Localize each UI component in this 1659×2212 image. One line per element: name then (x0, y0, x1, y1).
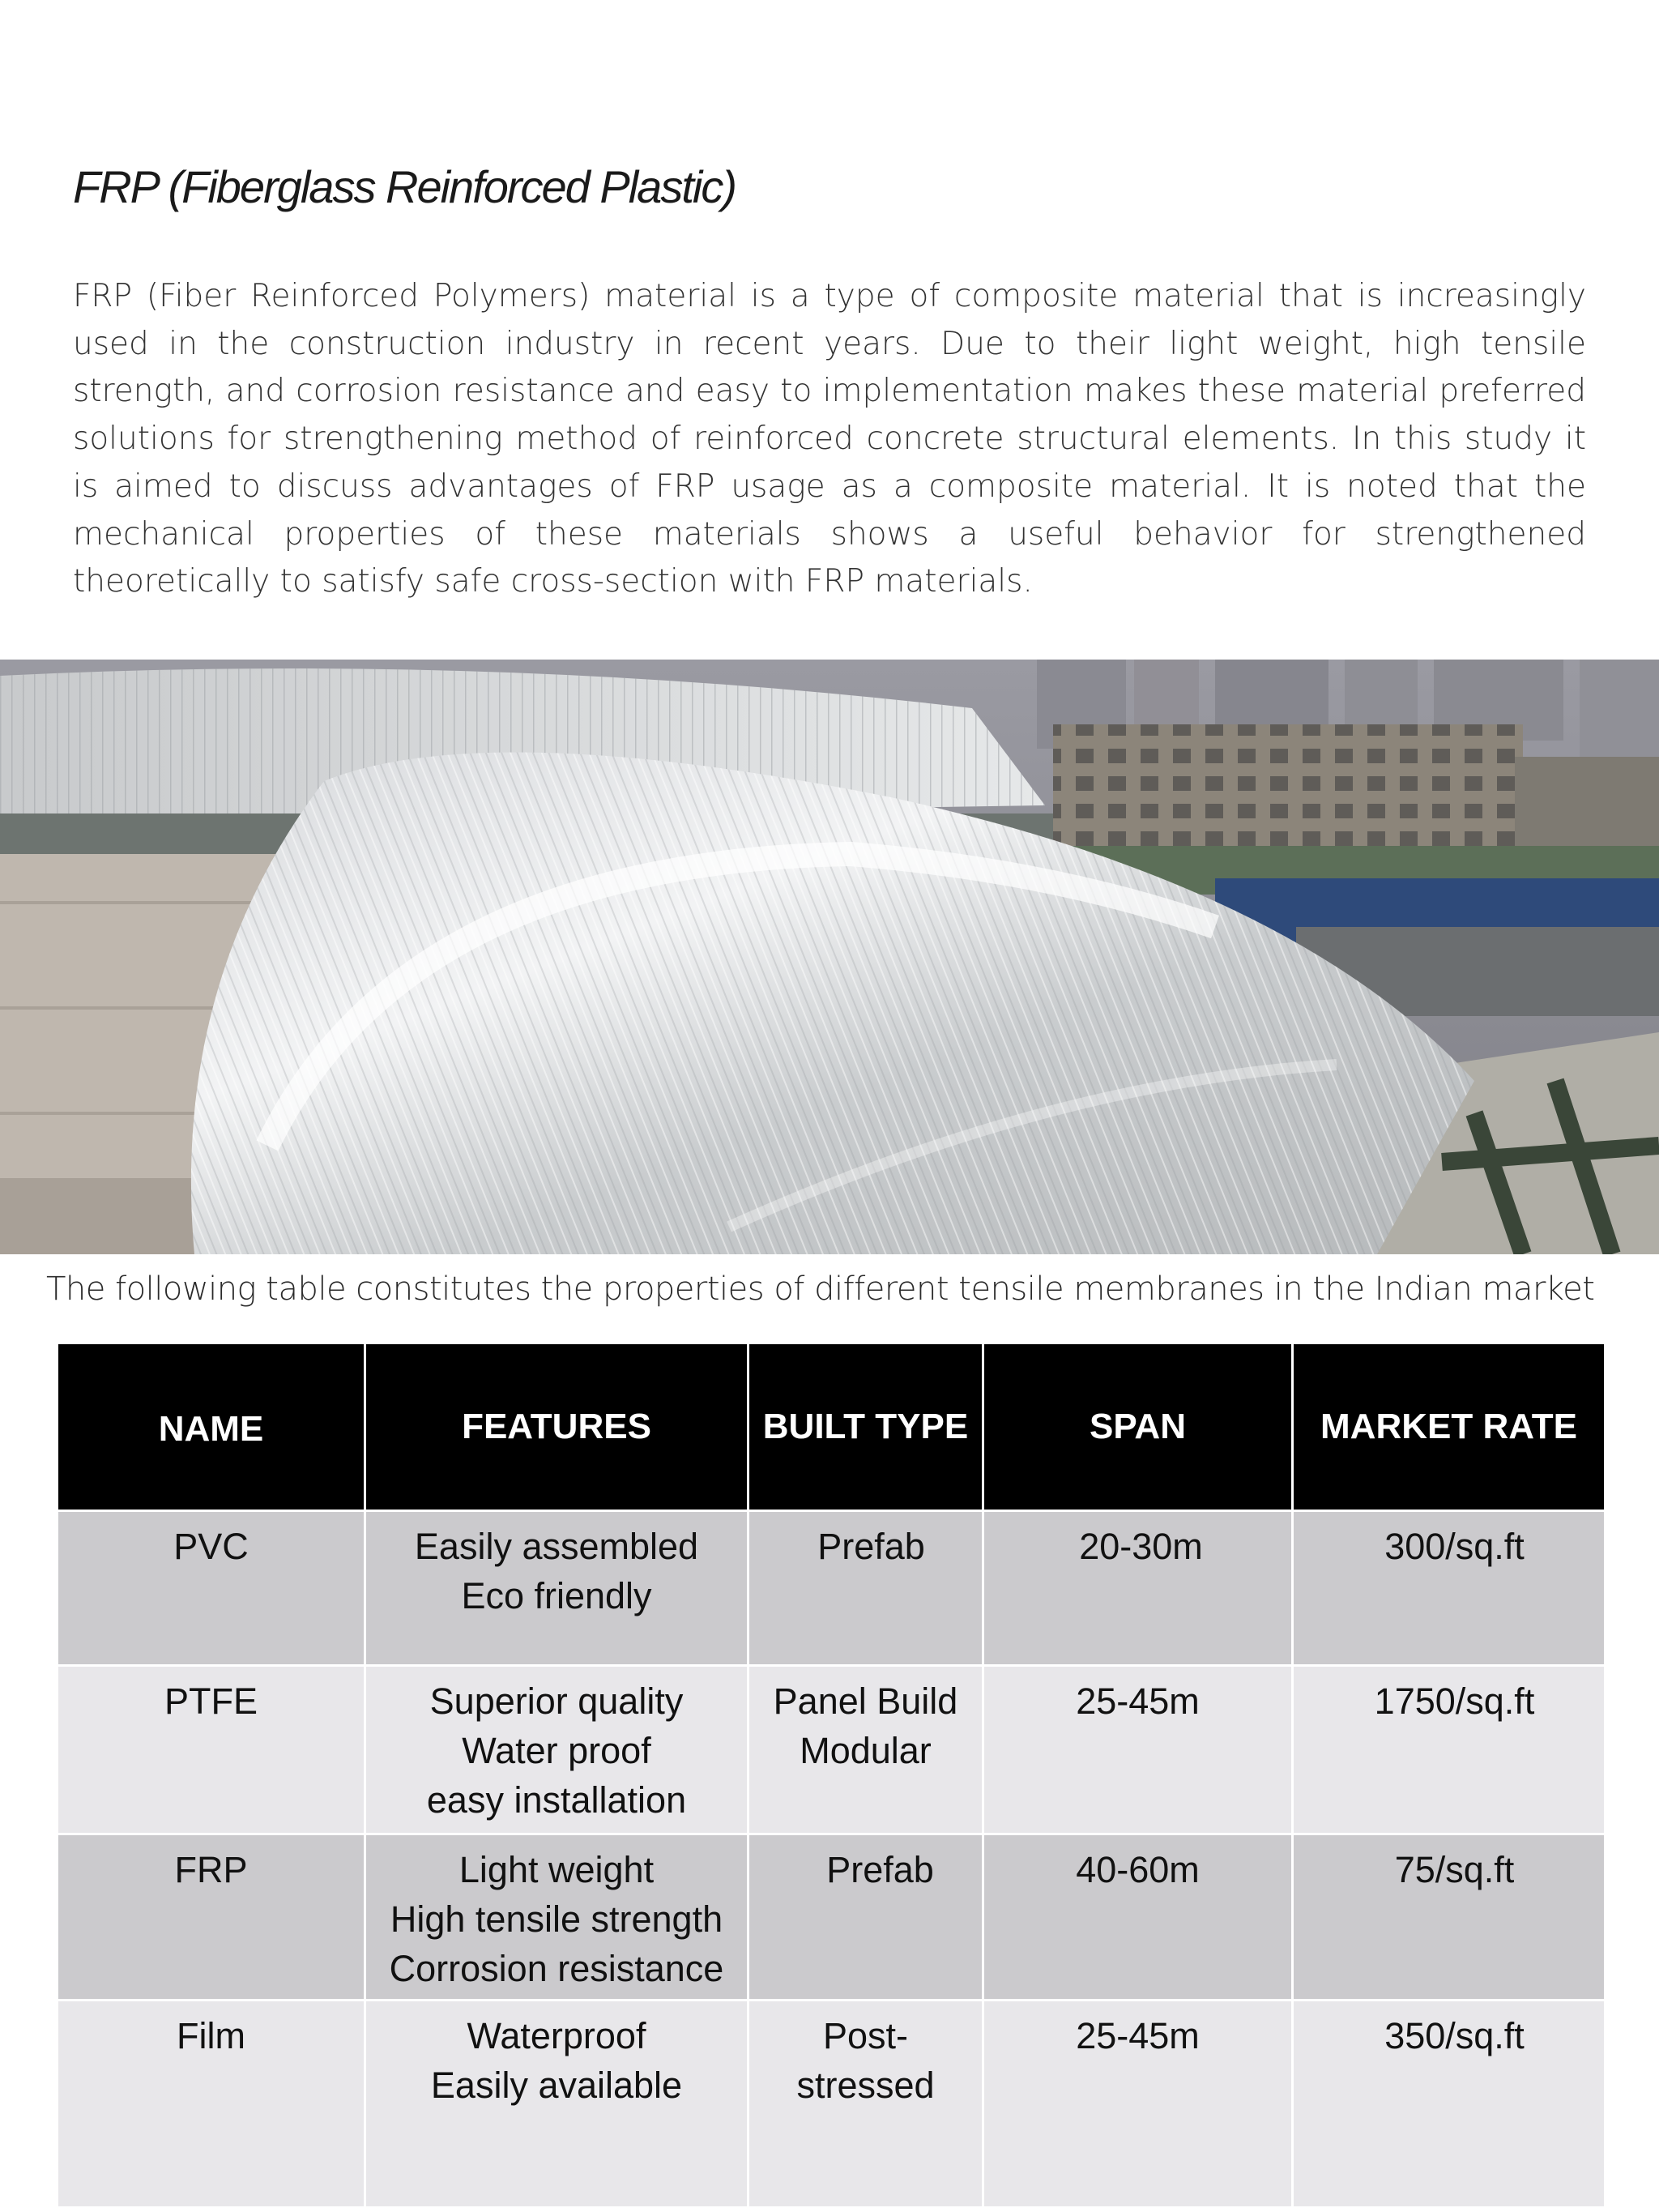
cell-text: 1750/sq.ft (1374, 1680, 1535, 1722)
feature-line: Corrosion resistance (389, 1948, 724, 1989)
table-row (58, 2001, 1606, 2208)
cell-span (983, 2001, 1293, 2208)
cell-span (983, 1666, 1293, 1834)
cell-text: PTFE (164, 1680, 258, 1722)
built-line: Prefab (817, 1526, 925, 1567)
built-line: Prefab (826, 1849, 934, 1890)
cell-built-type (748, 1834, 983, 2001)
cell-name (58, 2001, 365, 2208)
cell-features (365, 2001, 748, 2208)
cell-text: FRP (174, 1849, 248, 1890)
built-line: Modular (800, 1730, 932, 1771)
cell-span (983, 1834, 1293, 2001)
feature-line: easy installation (426, 1779, 687, 1821)
cell-text: 20-30m (1079, 1526, 1203, 1567)
table-row (58, 1834, 1606, 2001)
cell-market-rate (1293, 2001, 1606, 2208)
cell-name (58, 1834, 365, 2001)
cell-market-rate (1293, 1834, 1606, 2001)
cell-text: 350/sq.ft (1384, 2015, 1525, 2056)
table-header-row (58, 1343, 1606, 1511)
cell-text: 25-45m (1076, 2015, 1200, 2056)
built-line: stressed (796, 2065, 935, 2106)
cell-features (365, 1666, 748, 1834)
feature-line: High tensile strength (390, 1898, 723, 1940)
table-row (58, 1666, 1606, 1834)
feature-line: Easily available (430, 2065, 683, 2106)
header-span: SPAN (983, 1343, 1293, 1511)
cell-text: 25-45m (1076, 1680, 1200, 1722)
feature-line: Easily assembled (414, 1526, 699, 1567)
cell-text: Film (177, 2015, 245, 2056)
membrane-properties-table (56, 1342, 1606, 2209)
cell-span (983, 1511, 1293, 1666)
cell-text: 300/sq.ft (1384, 1526, 1525, 1567)
header-name: NAME (58, 1343, 365, 1511)
built-line: Post- (822, 2015, 909, 2056)
cell-name (58, 1666, 365, 1834)
cell-market-rate (1293, 1666, 1606, 1834)
header-built-type: BUILT TYPE (748, 1343, 983, 1511)
table-row (58, 1511, 1606, 1666)
feature-line: Eco friendly (461, 1575, 652, 1616)
feature-line: Waterproof (467, 2015, 646, 2056)
feature-line: Superior quality (429, 1680, 684, 1722)
cell-text: 75/sq.ft (1394, 1849, 1515, 1890)
cell-built-type (748, 2001, 983, 2208)
page-title: FRP (Fiberglass Reinforced Plastic) (73, 161, 736, 212)
built-line: Panel Build (773, 1680, 958, 1722)
cell-built-type (748, 1666, 983, 1834)
cell-text: 40-60m (1076, 1849, 1200, 1890)
cell-features (365, 1834, 748, 2001)
header-market-rate: MARKET RATE (1293, 1343, 1606, 1511)
cell-text: PVC (173, 1526, 249, 1567)
cell-market-rate (1293, 1511, 1606, 1666)
frp-roof-photo (0, 660, 1659, 1254)
table-caption: The following table constitutes the properties of different tensile membranes in the Indian market (46, 1270, 1595, 1308)
header-features: FEATURES (365, 1343, 748, 1511)
feature-line: Water proof (462, 1730, 651, 1771)
intro-paragraph: FRP (Fiber Reinforced Polymers) material is a type of composite material that is increasingly used in the construction industry in recent years. Due to their light weight, high tensile strength, and corrosion resistance and easy to implementation makes these material preferred solutions for strengthening method of reinforced concrete structural elements. In this study it is aimed to discuss advantages of FRP usage as a composite material. It is noted that the mechanical properties of these materials shows a useful behavior for strengthened theoretically to satisfy safe cross-section with FRP materials. (73, 278, 1586, 600)
cell-features (365, 1511, 748, 1666)
feature-line: Light weight (458, 1849, 655, 1890)
cell-name (58, 1511, 365, 1666)
cell-built-type (748, 1511, 983, 1666)
